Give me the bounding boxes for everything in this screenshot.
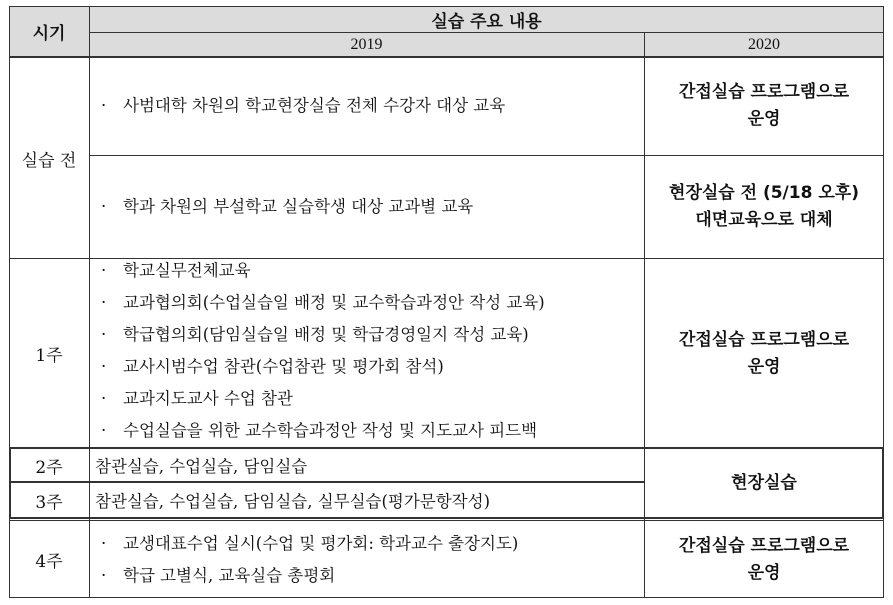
rule-before-mid — [89, 155, 884, 156]
content-text: 수업실습을 위한 교수학습과정안 작성 및 지도교사 피드백 — [123, 421, 538, 440]
before-2019-item-1 — [89, 57, 644, 155]
content-2020-line: 간접실습 프로그램으로 — [678, 535, 850, 556]
header-content — [89, 6, 884, 32]
week2-2019 — [89, 449, 644, 481]
year-2019-label: 2019 — [350, 35, 383, 53]
content-2020-line: 현장실습 — [731, 472, 797, 493]
content-text: 학과 차원의 부설학교 실습학생 대상 교과별 교육 — [123, 197, 474, 216]
period-label: 4주 — [35, 552, 63, 572]
content-text: 교과지도교사 수업 참관 — [123, 389, 293, 408]
rule-col-2 — [644, 32, 645, 598]
period-before-training — [9, 57, 89, 259]
list-item — [101, 255, 545, 287]
period-week-3 — [9, 483, 89, 517]
before-2020-item-1 — [644, 57, 884, 155]
year-2020-label: 2020 — [748, 35, 780, 53]
rule-header-sub — [89, 32, 884, 33]
list-item — [101, 528, 518, 560]
header-period-label: 시기 — [32, 24, 66, 44]
period-week-4 — [9, 521, 89, 598]
list-item — [101, 383, 545, 415]
period-label: 실습 전 — [21, 150, 77, 171]
period-label: 1주 — [35, 346, 63, 366]
content-2020-line: 운영 — [747, 356, 781, 377]
content-2020-line: 현장실습 전 (5/18 오후) — [669, 183, 859, 203]
border-right-thick — [882, 447, 884, 519]
rule-week2-3 — [9, 481, 644, 483]
bullet: · — [101, 96, 107, 115]
content-2020-line: 운영 — [747, 562, 781, 583]
content-text: 교사시범수업 참관(수업참관 및 평가회 참석) — [123, 357, 444, 376]
before-2019-item-2 — [89, 155, 644, 259]
content-text: 참관실습, 수업실습, 담임실습, 실무실습(평가문항작성) — [95, 492, 491, 511]
content-2020-line: 간접실습 프로그램으로 — [678, 329, 850, 350]
content-2020-line: 간접실습 프로그램으로 — [678, 82, 850, 102]
period-label: 3주 — [35, 492, 63, 513]
list-item — [101, 319, 545, 351]
list-item — [101, 287, 545, 319]
border-left-thick — [9, 447, 11, 519]
content-text: 학급협의회(담임실습일 배정 및 학급경영일지 작성 교육) — [123, 325, 529, 344]
week4-2019-list — [89, 521, 644, 598]
list-item — [101, 415, 545, 447]
rule-week3-bottom — [9, 517, 884, 519]
bullet: · — [101, 565, 107, 585]
border-top — [9, 6, 884, 7]
content-text: 교과협의회(수업실습일 배정 및 교수학습과정안 작성 교육) — [123, 293, 545, 312]
list-item — [101, 351, 545, 383]
content-text: 교생대표수업 실시(수업 및 평가회: 학과교수 출장지도) — [123, 533, 519, 553]
rule-week2-top — [9, 447, 884, 449]
rule-col-1 — [89, 6, 90, 598]
rule-header-bottom — [9, 56, 884, 58]
list-item — [101, 560, 518, 592]
content-text: 학교실무전체교육 — [123, 261, 251, 280]
bullet: · — [101, 325, 107, 344]
bullet: · — [101, 533, 107, 553]
rule-week4-top — [9, 520, 884, 521]
before-2020-item-2 — [644, 155, 884, 259]
bullet: · — [101, 197, 107, 216]
border-bottom — [9, 597, 884, 598]
week4-2020 — [644, 521, 884, 598]
bullet: · — [101, 389, 107, 408]
content-2020-line: 운영 — [747, 109, 781, 129]
week1-2020 — [644, 259, 884, 448]
training-schedule-table — [9, 6, 884, 598]
weeks-2-3-2020 — [644, 449, 884, 517]
week1-2019-list — [89, 259, 644, 448]
period-label: 2주 — [35, 457, 63, 478]
rule-week1-top — [9, 258, 884, 259]
content-2020-line: 대면교육으로 대체 — [695, 210, 833, 230]
week3-2019 — [89, 483, 644, 517]
header-content-label: 실습 주요 내용 — [431, 11, 542, 32]
header-period — [9, 6, 89, 57]
period-week-2 — [9, 449, 89, 481]
content-text: 참관실습, 수업실습, 담임실습 — [95, 457, 308, 476]
bullet: · — [101, 293, 107, 312]
period-week-1 — [9, 259, 89, 448]
header-year-2020 — [644, 32, 884, 57]
bullet: · — [101, 261, 107, 280]
header-year-2019 — [89, 32, 644, 57]
bullet: · — [101, 421, 107, 440]
content-text: 학급 고별식, 교육실습 총평회 — [123, 565, 336, 585]
content-text: 사범대학 차원의 학교현장실습 전체 수강자 대상 교육 — [123, 96, 506, 115]
bullet: · — [101, 357, 107, 376]
